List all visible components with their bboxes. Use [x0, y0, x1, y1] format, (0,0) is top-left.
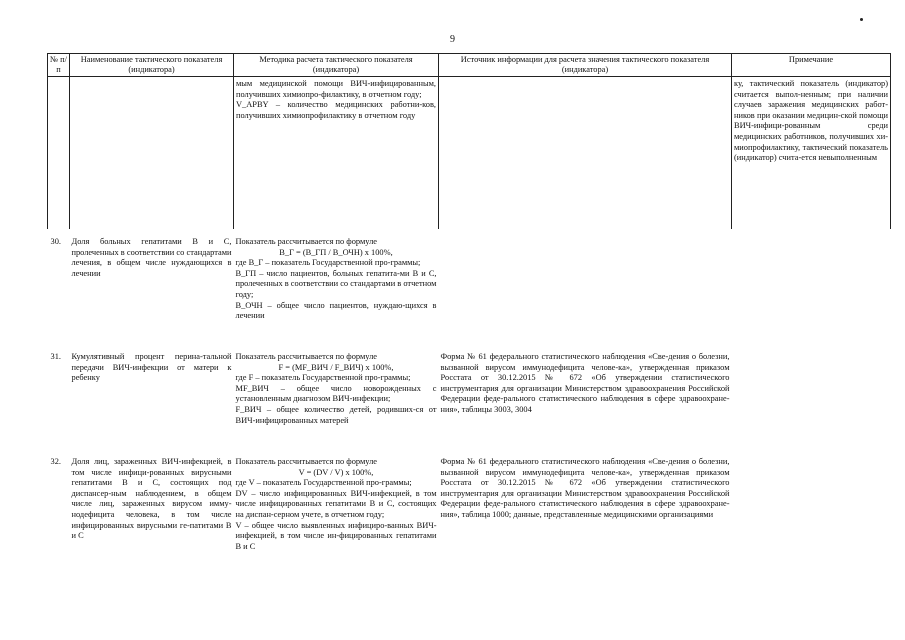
header-source: Источник информации для расчета значения тактического показателя (индикатора): [439, 54, 732, 77]
cell-note: [732, 342, 891, 447]
cell-source: Форма № 61 федерального статистического наблюдения «Све-дения о болезни, вызванной вирусом иммунодефицита челове-ка», утвержденная приказом Росстата от 30.12.2015 № 672 «Об утверждении статистического инструментария для организации Министерством здравоохранения Российской Федерации феде-рального статистического наблюдения в сфере здравоохране-ния», таблицы 3003, 3004: [440, 352, 730, 414]
cell-note: ку, тактический показатель (индикатор) считается выпол-ненным; при наличии случаев заражения медицинских работ-ников при оказании медицин-ской помощи ВИЧ-инфици-рованным среди медицинских работников, получивших хи-миопрофилактику, тактический показатель (индикатор) счита-ется невыполненным: [732, 77, 891, 230]
page-number: 9: [450, 34, 455, 45]
indicators-table: [47, 53, 891, 552]
method-line: где B_Г – показатель Государственной про-граммы;: [235, 258, 421, 268]
cell-method: [234, 229, 439, 342]
table-row: [48, 229, 891, 342]
method-line: MF_ВИЧ – общее число новорожденных с установленным диагнозом ВИЧ-инфекции;: [235, 383, 437, 404]
table-header-row: [48, 54, 891, 77]
header-method: Методика расчета тактического показателя (индикатора): [234, 54, 439, 77]
cell-source: Форма № 61 федерального статистического наблюдения «Све-дения о болезни, вызванной вирусом иммунодефицита челове-ка», утвержденная приказом Росстата от 30.12.2015 № 672 «Об утверждении статистического инструментария для организации Министерством здравоохранения Российской Федерации феде-рального статистического наблюдения в сфере здравоохране-ния», таблица 1000; данные, представленные медицинскими организациями: [440, 457, 730, 519]
method-line: V_APBY – количество медицинских работни-ков, получивших химиопрофилактику в отчетном году: [236, 100, 436, 120]
method-line: мым медицинской помощи ВИЧ-инфицированным, получивших химиопро-филактику, в отчетном году;: [236, 79, 436, 99]
cell-name: Кумулятивный процент перина-тальной передачи ВИЧ-инфекции от матери к ребенку: [71, 352, 232, 383]
cell-number: 31.: [50, 352, 61, 361]
method-line: B_ОЧН – общее число пациентов, нуждаю-щихся в лечении: [235, 300, 437, 321]
cell-number: 30.: [50, 237, 61, 246]
method-line: где V – показатель Государственной про-граммы;: [235, 478, 412, 488]
cell-name: Доля лиц, зараженных ВИЧ-инфекцией, в том числе инфици-рованных вирусными гепатитами В и С, состоящих под диспансер-ным наблюдением, в общем числе лиц, зараженных вирусом имму-нодефицита человека, в том числе инфицированных вирусными ге-патитами В и С: [71, 457, 232, 541]
scan-mark: [860, 18, 863, 21]
method-line: где F – показатель Государственной про-граммы;: [235, 373, 411, 383]
cell-note: [732, 447, 891, 552]
formula-line: B_Г = (B_ГП / B_ОЧН) х 100%,: [279, 247, 393, 257]
method-line: Показатель рассчитывается по формуле: [235, 457, 377, 466]
header-note: Примечание: [732, 54, 891, 77]
table-row: [48, 342, 891, 447]
formula-line: F = (MF_ВИЧ / F_ВИЧ) х 100%,: [278, 362, 394, 372]
cell-note: [732, 229, 891, 342]
header-indicator-name: Наименование тактического показателя (индикатора): [70, 54, 234, 77]
cell-method: [234, 447, 439, 552]
formula-line: V = (DV / V) х 100%,: [298, 467, 374, 477]
table-row-continued: [48, 77, 891, 230]
cell-number: [48, 77, 70, 230]
table-row: [48, 447, 891, 552]
cell-number: 32.: [50, 457, 61, 466]
cell-name: Доля больных гепатитами В и С, пролеченных в соответствии со стандартами лечения, в общем числе нуждающихся в лечении: [71, 237, 232, 278]
method-line: DV – число инфицированных ВИЧ-инфекцией, в том числе инфицированных гепатитами В и С, состоящих на диспан-серном учете, в отчетном году;: [235, 488, 437, 519]
method-line: F_ВИЧ – общее количество детей, родивших-ся от ВИЧ-инфицированных матерей: [235, 404, 437, 425]
method-line: B_ГП – число пациентов, больных гепатита-ми В и С, пролеченных в соответствии со стандартами в отчетном году;: [235, 268, 437, 299]
method-line: Показатель рассчитывается по формуле: [235, 237, 377, 246]
cell-source: [439, 229, 732, 342]
cell-method: [234, 77, 439, 230]
cell-name: [70, 77, 234, 230]
method-line: Показатель рассчитывается по формуле: [235, 352, 377, 361]
method-line: V – общее число выявленных инфициро-ванных ВИЧ-инфекцией, в том числе ин-фицированных гепатитами В и С: [235, 520, 437, 551]
cell-method: [234, 342, 439, 447]
header-number: № п/п: [48, 54, 70, 77]
cell-source: [439, 77, 732, 230]
